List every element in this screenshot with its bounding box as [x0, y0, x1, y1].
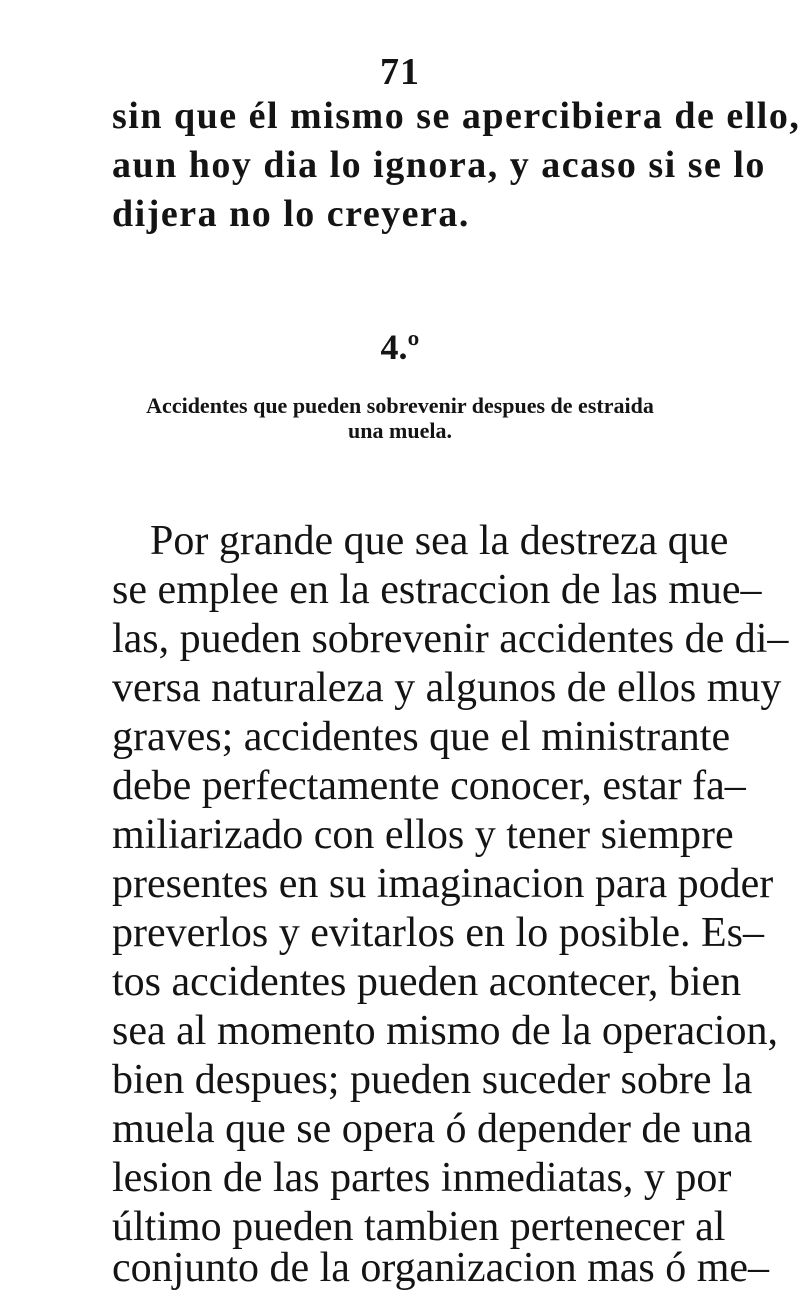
- text-line: lesion de las partes inmediatas, y por: [112, 1155, 732, 1201]
- section-title-line: una muela.: [348, 418, 452, 443]
- text-line: dijera no lo creyera.: [112, 193, 470, 235]
- text-line: las, pueden sobrevenir accidentes de di–: [112, 616, 789, 662]
- section-title-line: Accidentes que pueden sobrevenir despues de estraida: [146, 393, 654, 418]
- text-line: último pueden tambien pertenecer al: [112, 1204, 726, 1250]
- text-line: se emplee en la estraccion de las mue–: [112, 567, 762, 613]
- text-line: presentes en su imaginacion para poder: [112, 861, 774, 907]
- section-number: 4.º: [380, 327, 420, 367]
- text-line: bien despues; pueden suceder sobre la: [112, 1057, 753, 1103]
- text-line: versa naturaleza y algunos de ellos muy: [112, 665, 782, 711]
- text-line: aun hoy dia lo ignora, y acaso si se lo: [112, 144, 766, 186]
- page-number: 71: [380, 51, 420, 93]
- text-line: tos accidentes pueden acontecer, bien: [112, 959, 742, 1005]
- text-line: graves; accidentes que el ministrante: [112, 714, 731, 760]
- text-line: debe perfectamente conocer, estar fa–: [112, 763, 746, 809]
- text-line: conjunto de la organizacion mas ó me–: [112, 1245, 770, 1291]
- text-line: sea al momento mismo de la operacion,: [112, 1008, 778, 1054]
- text-line: sin que él mismo se apercibiera de ello,: [112, 95, 800, 137]
- text-line: preverlos y evitarlos en lo posible. Es–: [112, 910, 765, 956]
- text-line: miliarizado con ellos y tener siempre: [112, 812, 734, 858]
- text-line: muela que se opera ó depender de una: [112, 1106, 753, 1152]
- text-line: Por grande que sea la destreza que: [150, 518, 729, 564]
